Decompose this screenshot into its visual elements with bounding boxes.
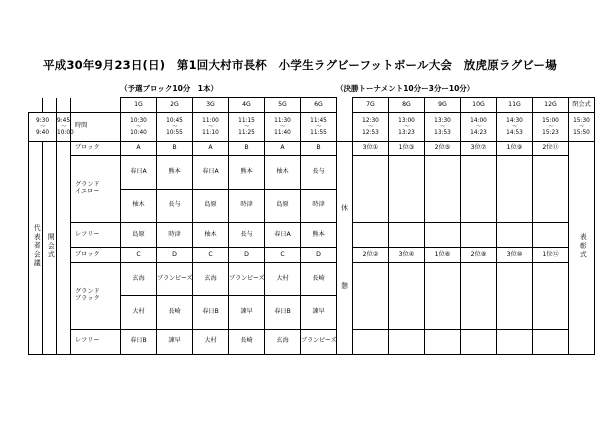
team-cell: 長与 (301, 156, 337, 189)
game-label: 1G (121, 98, 157, 113)
time-cell: 13:30 ～ 13:53 (425, 112, 461, 141)
time-label: 時間 (71, 112, 121, 141)
final-slot: 3位⑩ (497, 248, 533, 263)
black-team1-row (29, 263, 595, 296)
spacer-cell (57, 141, 71, 354)
game-label: 5G (265, 98, 301, 113)
games-row (29, 98, 595, 113)
yellow-block-row (29, 141, 595, 156)
time-cell: 9:30 ～ 9:40 (29, 112, 57, 141)
schedule-table (28, 97, 595, 355)
final-slot: 1位⑫ (533, 248, 569, 263)
break-label-2: 憩 (341, 281, 348, 290)
block-cell: D (229, 248, 265, 263)
final-slot: 3位⑦ (461, 141, 497, 156)
awards-label: 表彰式 (578, 233, 587, 260)
time-cell: 10:30 ～ 10:40 (121, 112, 157, 141)
referee-cell: ブランビーズ (301, 329, 337, 354)
team-cell: 柚木 (265, 156, 301, 189)
prelim-rule: （予選ブロック10分 1本） (120, 84, 219, 93)
representatives-cell (29, 141, 43, 354)
time-cell: 11:15 ～ 11:25 (229, 112, 265, 141)
referee-cell: 熊本 (301, 223, 337, 248)
final-slot: 1位③ (389, 141, 425, 156)
block-label: ブロック (71, 248, 121, 263)
game-label: 2G (157, 98, 193, 113)
referee-cell: 春日B (121, 329, 157, 354)
team-cell: 大村 (121, 296, 157, 329)
yellow-team1-row (29, 156, 595, 189)
referee-label: レフリー (71, 223, 121, 248)
yellow-referee-row (29, 223, 595, 248)
referee-cell: 柚木 (193, 223, 229, 248)
time-row (29, 112, 595, 141)
time-cell: 11:30 ～ 11:40 (265, 112, 301, 141)
opening-label: 開会式 (46, 233, 55, 260)
game-label: 10G (461, 98, 497, 113)
team-cell: 熊本 (229, 156, 265, 189)
block-cell: C (265, 248, 301, 263)
referee-cell: 島原 (121, 223, 157, 248)
final-slot: 3位① (353, 141, 389, 156)
time-cell: 9:45 ～ 10:00 (57, 112, 71, 141)
team-cell: 大村 (265, 263, 301, 296)
game-label: 8G (389, 98, 425, 113)
time-cell: 11:00 ～ 11:10 (193, 112, 229, 141)
team-cell: 時津 (229, 189, 265, 222)
team-cell: 諫早 (229, 296, 265, 329)
referee-cell: 玄海 (265, 329, 301, 354)
game-label: 9G (425, 98, 461, 113)
block-cell: C (193, 248, 229, 263)
time-cell: 14:30 ～ 14:53 (497, 112, 533, 141)
block-cell: D (301, 248, 337, 263)
time-cell: 15:30 ～ 15:50 (569, 112, 595, 141)
time-cell: 12:30 ～ 12:53 (353, 112, 389, 141)
page-title: 平成30年9月23日(日) 第1回大村市長杯 小学生ラグビーフットボール大会 放虎原ラグビー場 (43, 58, 557, 72)
block-cell: A (193, 141, 229, 156)
closing-header: 閉会式 (569, 98, 595, 113)
game-label: 4G (229, 98, 265, 113)
team-cell: 春日B (193, 296, 229, 329)
team-cell: 長与 (157, 189, 193, 222)
block-cell: B (157, 141, 193, 156)
awards-cell (569, 141, 595, 354)
block-cell: D (157, 248, 193, 263)
team-cell: 玄海 (193, 263, 229, 296)
grand-black-label: グランド ブラック (71, 263, 121, 330)
team-cell: 島原 (193, 189, 229, 222)
referee-cell: 大村 (193, 329, 229, 354)
referee-cell: 諫早 (157, 329, 193, 354)
block-cell: C (121, 248, 157, 263)
block-cell: A (121, 141, 157, 156)
team-cell: 春日A (193, 156, 229, 189)
team-cell: 諫早 (301, 296, 337, 329)
game-label: 12G (533, 98, 569, 113)
time-cell: 10:45 ～ 10:55 (157, 112, 193, 141)
referee-cell: 春日A (265, 223, 301, 248)
team-cell: 熊本 (157, 156, 193, 189)
game-label: 7G (353, 98, 389, 113)
final-slot: 1位⑨ (497, 141, 533, 156)
team-cell: 春日B (265, 296, 301, 329)
game-label: 3G (193, 98, 229, 113)
opening-cell (43, 141, 57, 354)
final-slot: 3位④ (389, 248, 425, 263)
team-cell: 長崎 (157, 296, 193, 329)
final-slot: 2位⑪ (533, 141, 569, 156)
final-rule: （決勝トーナメント10分ー3分ー10分） (336, 84, 475, 93)
block-cell: B (229, 141, 265, 156)
black-block-row (29, 248, 595, 263)
team-cell: 長崎 (301, 263, 337, 296)
block-cell: A (265, 141, 301, 156)
time-cell: 11:45 ～ 11:55 (301, 112, 337, 141)
team-cell: 柚木 (121, 189, 157, 222)
time-cell: 14:00 ～ 14:23 (461, 112, 497, 141)
break-label-1: 休 (341, 204, 348, 213)
final-slot: 2位⑤ (425, 141, 461, 156)
team-cell: 時津 (301, 189, 337, 222)
team-cell: ブランビーズ (157, 263, 193, 296)
team-cell: 玄海 (121, 263, 157, 296)
black-referee-row (29, 329, 595, 354)
block-label: ブロック (71, 141, 121, 156)
team-cell: 島原 (265, 189, 301, 222)
referee-label: レフリー (71, 329, 121, 354)
final-slot: 2位② (353, 248, 389, 263)
game-label: 11G (497, 98, 533, 113)
representatives-label: 代表者会議 (32, 224, 41, 269)
time-cell: 15:00 ～ 15:23 (533, 112, 569, 141)
final-slot: 2位⑧ (461, 248, 497, 263)
grand-yellow-label: グランド イエロー (71, 156, 121, 223)
referee-cell: 長与 (229, 223, 265, 248)
referee-cell: 時津 (157, 223, 193, 248)
time-cell: 13:00 ～ 13:23 (389, 112, 425, 141)
final-slot: 1位⑥ (425, 248, 461, 263)
game-label: 6G (301, 98, 337, 113)
break-cell (337, 141, 353, 354)
referee-cell: 長崎 (229, 329, 265, 354)
block-cell: B (301, 141, 337, 156)
team-cell: 春日A (121, 156, 157, 189)
team-cell: ブランビーズ (229, 263, 265, 296)
